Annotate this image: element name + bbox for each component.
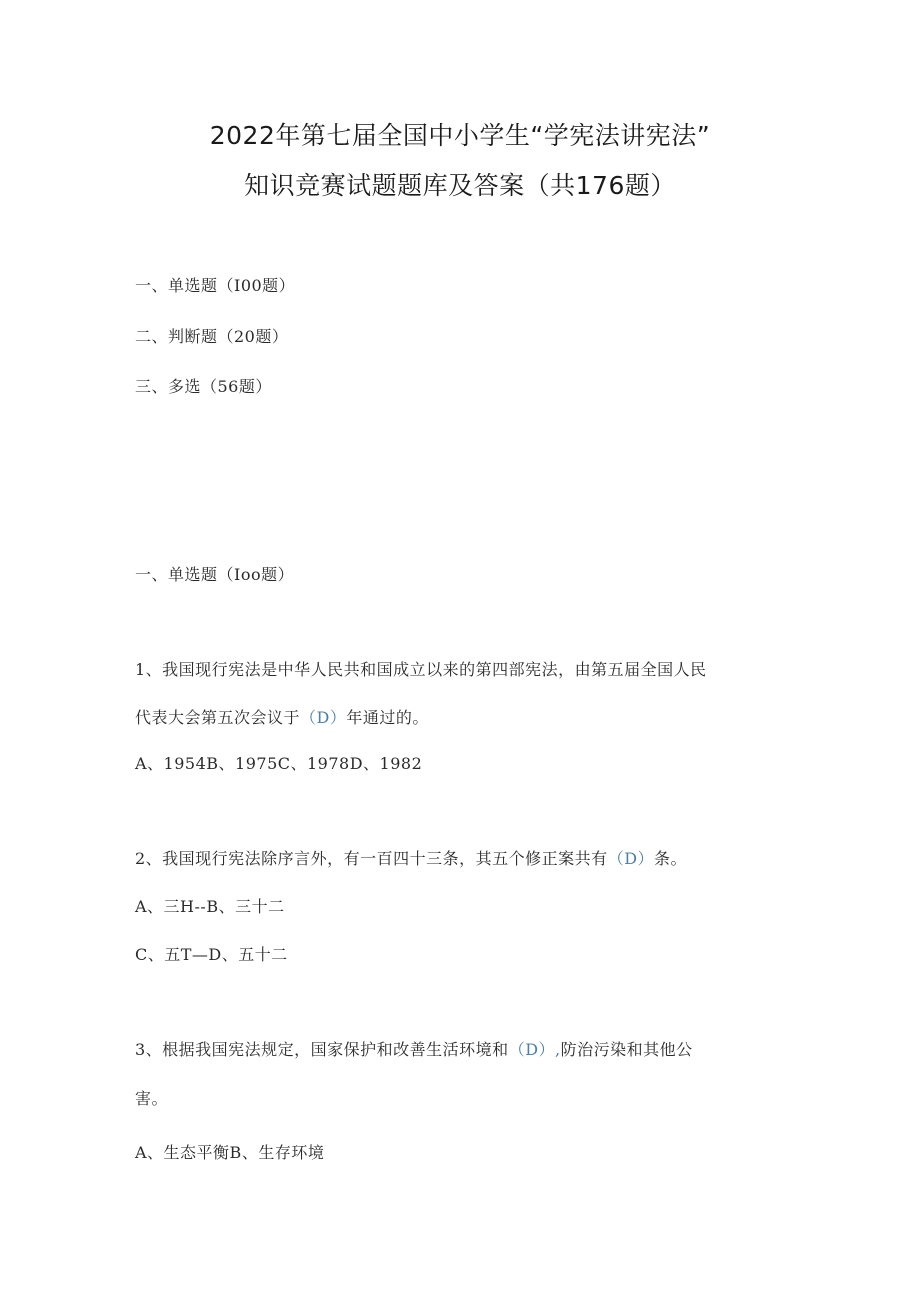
question-2-options-line-1: A、三H--B、三十二	[135, 897, 285, 916]
question-1-options: A、1954B、1975C、1978D、1982	[135, 754, 423, 773]
toc-item-single-choice: 一、单选题（I00题）	[135, 276, 296, 295]
question-3-text-post: 防治污染和其他公	[560, 1040, 693, 1059]
question-2-text	[135, 846, 687, 869]
question-1-text-pre: 代表大会第五次会议于	[135, 708, 301, 727]
question-1-text-post: 年通过的。	[346, 708, 429, 727]
question-1-text-line-1: 1、我国现行宪法是中华人民共和国成立以来的第四部宪法，由第五届全国人民	[135, 660, 707, 679]
question-2-options-line-2: C、五T—D、五十二	[135, 945, 288, 964]
question-3-answer: （D）,	[508, 1040, 561, 1059]
document-title-line-2: 知识竞赛试题题库及答案（共176题）	[244, 171, 676, 200]
toc-item-multiple-choice: 三、多选（56题）	[135, 377, 272, 396]
question-2-answer: （D）	[607, 849, 655, 868]
question-3-text-line-1	[135, 1037, 693, 1060]
question-3-text-pre: 3、根据我国宪法规定，国家保护和改善生活环境和	[135, 1040, 509, 1059]
document-title-line-1: 2022年第七届全国中小学生“学宪法讲宪法”	[209, 121, 711, 150]
toc-item-true-false: 二、判断题（20题）	[135, 327, 289, 346]
question-1-text-line-2	[135, 705, 429, 728]
question-2-text-pre: 2、我国现行宪法除序言外，有一百四十三条，其五个修正案共有	[135, 849, 608, 868]
question-2-text-post: 条。	[654, 849, 688, 868]
section-heading: 一、单选题（Ioo题）	[135, 565, 295, 584]
question-3-options-line-1: A、生态平衡B、生存环境	[135, 1143, 325, 1162]
question-1-answer: （D）	[300, 708, 347, 727]
question-3-text-line-2: 害。	[135, 1089, 169, 1108]
